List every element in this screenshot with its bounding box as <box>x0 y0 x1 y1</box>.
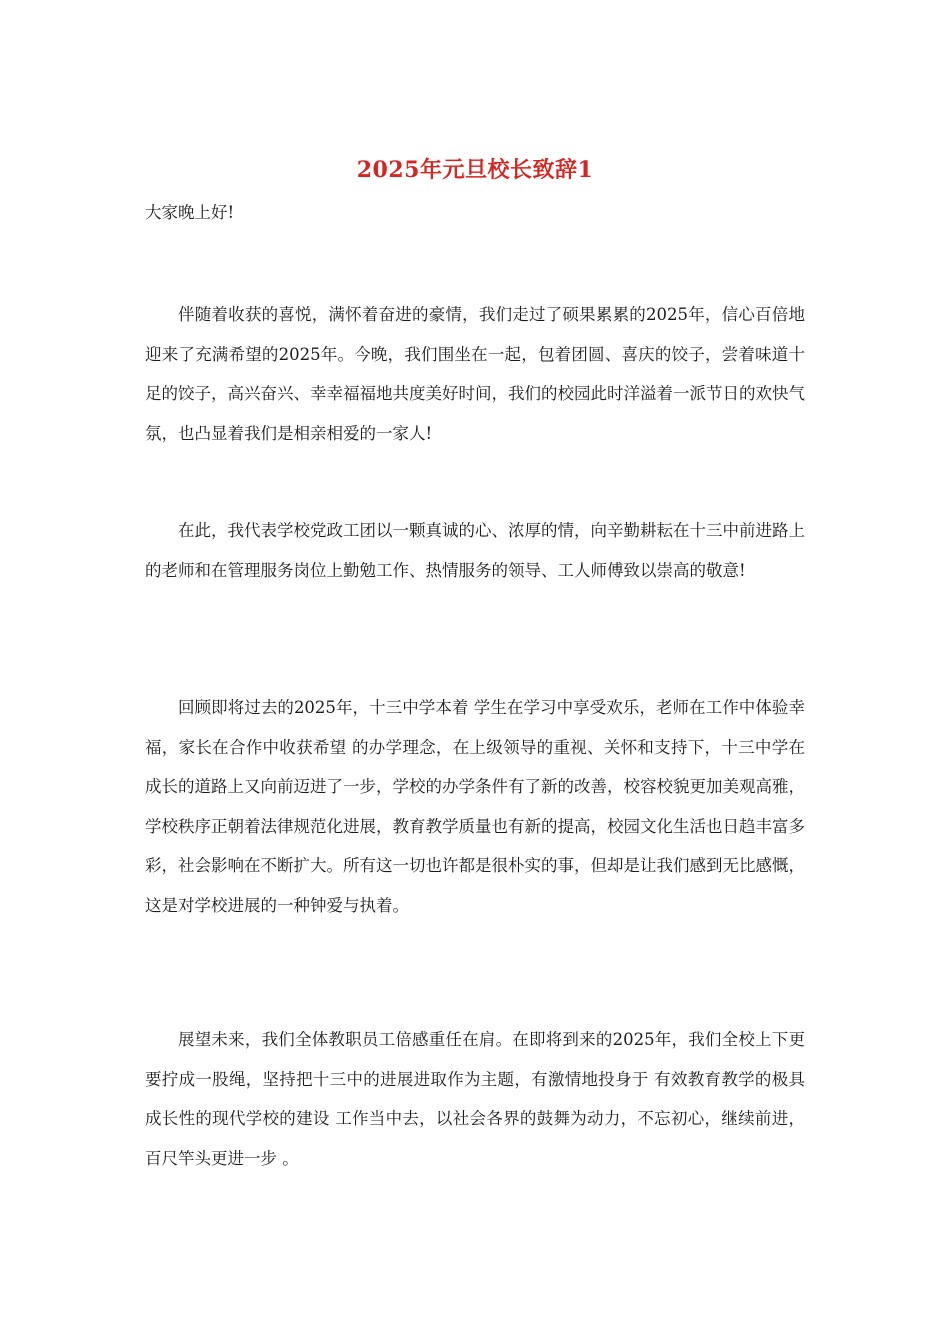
greeting-line: 大家晚上好! <box>145 203 235 222</box>
paragraph-4: 展望未来，我们全体教职员工倍感重任在肩。在即将到来的2025年，我们全校上下更要拧成一股绳，坚持把十三中的进展进取作为主题，有激情地投身于 有效教育教学的极具成长性的现代学校的建设 工作当中去，以社会各界的鼓舞为动力，不忘初心，继续前进， 百尺竿头更进一步 。 <box>145 1030 805 1168</box>
paragraph-1: 伴随着收获的喜悦，满怀着奋进的豪情，我们走过了硕果累累的2025年，信心百倍地迎来了充满希望的2025年。今晚，我们围坐在一起，包着团圆、喜庆的饺子，尝着味道十足的饺子，高兴奋兴、幸幸福福地共度美好时间，我们的校园此时洋溢着一派节日的欢快气氛，也凸显着我们是相亲相爱的一家人! <box>145 305 805 443</box>
paragraph-3: 回顾即将过去的2025年，十三中学本着 学生在学习中享受欢乐，老师在工作中体验幸福，家长在合作中收获希望 的办学理念，在上级领导的重视、关怀和支持下，十三中学在成长的道路上又向前迈进了一步，学校的办学条件有了新的改善，校容校貌更加美观高雅，学校秩序正朝着法律规范化进展，教育教学质量也有新的提高，校园文化生活也日趋丰富多彩，社会影响在不断扩大。所有这一切也许都是很朴实的事，但却是让我们感到无比感慨，这是对学校进展的一种钟爱与执着。 <box>145 698 805 915</box>
paragraph-2: 在此，我代表学校党政工团以一颗真诚的心、浓厚的情，向辛勤耕耘在十三中前进路上的老师和在管理服务岗位上勤勉工作、热情服务的领导、工人师傅致以崇高的敬意! <box>145 521 805 580</box>
document-title: 2025年元旦校长致辞1 <box>356 157 594 183</box>
